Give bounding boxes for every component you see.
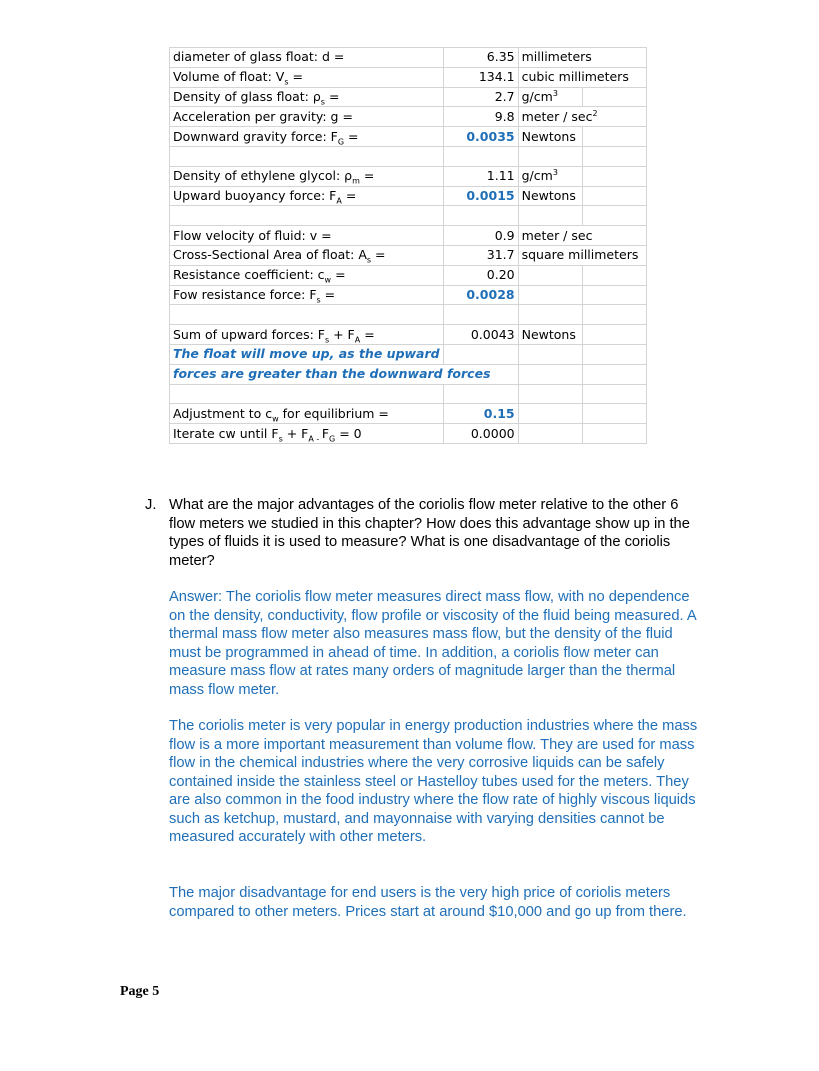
row-value: 134.1	[443, 67, 518, 87]
row-value: 31.7	[443, 245, 518, 265]
row-label: Cross-Sectional Area of float: $A_s$ =	[170, 245, 444, 265]
answer-paragraph-1: Answer: The coriolis flow meter measures direct mass flow, with no dependence on the density, conductivity, flow profile or viscosity of the fluid being measured. A thermal mass flow meter also measures mass flow, but the density of the fluid must be programmed in ahead of time. In addition, a coriolis flow meter can measure mass flow at rates many orders of magnitude larger than the thermal mass flow meter.	[169, 589, 696, 698]
row-unit: $g/cm^3$	[518, 87, 582, 107]
row-value: 0.0035	[443, 127, 518, 147]
row-value: 6.35	[443, 48, 518, 68]
table-row	[170, 127, 647, 147]
row-unit: $g/cm^3$	[518, 166, 582, 186]
row-label: Fow resistance force: $F_s$ =	[170, 285, 444, 305]
blank-row	[170, 384, 647, 404]
row-unit: meter / $\sec^2$	[518, 107, 646, 127]
row-unit: meter / sec	[518, 226, 646, 246]
row-value: 0.15	[443, 404, 518, 424]
answer-paragraph-2: The coriolis meter is very popular in energy production industries where the mass flow is a more important measurement than volume flow. They are used for mass flow in the chemical industries where the very corrosive liquids can be safely contained inside the stainless steel or Hastelloy tubes used for the meters. They are also common in the food industry where the flow rate of highly viscous liquids such as ketchup, mustard, and mayonnaise with varying densities cannot be measured accurately with other meters.	[169, 718, 698, 845]
question-text: What are the major advantages of the coriolis flow meter relative to the other 6 flow meters we studied in this chapter? How does this advantage show up in the types of fluids it is used to measure? What is one disadvantage of the coriolis meter?	[169, 497, 690, 569]
table-row	[170, 344, 647, 364]
blank-row	[170, 305, 647, 325]
row-label: Resistance coefficient: $c_w$ =	[170, 265, 444, 285]
row-unit: cubic millimeters	[518, 67, 646, 87]
calculation-spreadsheet	[169, 47, 647, 444]
conclusion-note: The float will move up, as the upward	[170, 344, 444, 364]
table-row	[170, 285, 647, 305]
answer-paragraph-3: The major disadvantage for end users is the very high price of coriolis meters compared to other meters. Prices start at around $10,000 and go up from there.	[169, 885, 687, 920]
row-label: Density of glass float: $\rho_s$ =	[170, 87, 444, 107]
row-label: Acceleration per gravity: g =	[170, 107, 444, 127]
blank-row	[170, 206, 647, 226]
table-row	[170, 48, 647, 68]
row-value: 0.0015	[443, 186, 518, 206]
row-value: 2.7	[443, 87, 518, 107]
row-label: Volume of float: $V_s$ =	[170, 67, 444, 87]
question-letter: J.	[145, 497, 157, 513]
row-value: 0.0000	[443, 424, 518, 444]
row-label: Iterate cw until $F_s + F_{A -}$ $F_G = 0$	[170, 424, 444, 444]
row-unit: millimeters	[518, 48, 646, 68]
table-row	[170, 67, 647, 87]
table-row	[170, 325, 647, 345]
table-row	[170, 364, 647, 384]
row-value: 0.9	[443, 226, 518, 246]
row-value: 0.0028	[443, 285, 518, 305]
row-unit: square millimeters	[518, 245, 646, 265]
row-label: Sum of upward forces: $F_s + F_A$ =	[170, 325, 444, 345]
table-row	[170, 265, 647, 285]
row-unit: Newtons	[518, 186, 582, 206]
table-row	[170, 226, 647, 246]
table-row	[170, 245, 647, 265]
row-value: 9.8	[443, 107, 518, 127]
row-label: Upward buoyancy force: $F_A$ =	[170, 186, 444, 206]
conclusion-note: forces are greater than the downward forces	[170, 364, 519, 384]
row-label: diameter of glass float: d =	[170, 48, 444, 68]
row-value: 0.20	[443, 265, 518, 285]
row-label: Density of ethylene glycol: $\rho_m$ =	[170, 166, 444, 186]
row-label: Flow velocity of fluid: v =	[170, 226, 444, 246]
row-unit: Newtons	[518, 127, 582, 147]
row-label: Downward gravity force: $F_G$ =	[170, 127, 444, 147]
table-row	[170, 166, 647, 186]
row-value: 0.0043	[443, 325, 518, 345]
blank-row	[170, 146, 647, 166]
page-number: Page 5	[120, 984, 160, 999]
table-row	[170, 107, 647, 127]
table-row	[170, 424, 647, 444]
table-row	[170, 404, 647, 424]
row-label: Adjustment to $c_w$ for equilibrium =	[170, 404, 444, 424]
table-row	[170, 186, 647, 206]
row-value: 1.11	[443, 166, 518, 186]
row-unit: Newtons	[518, 325, 582, 345]
table-row	[170, 87, 647, 107]
